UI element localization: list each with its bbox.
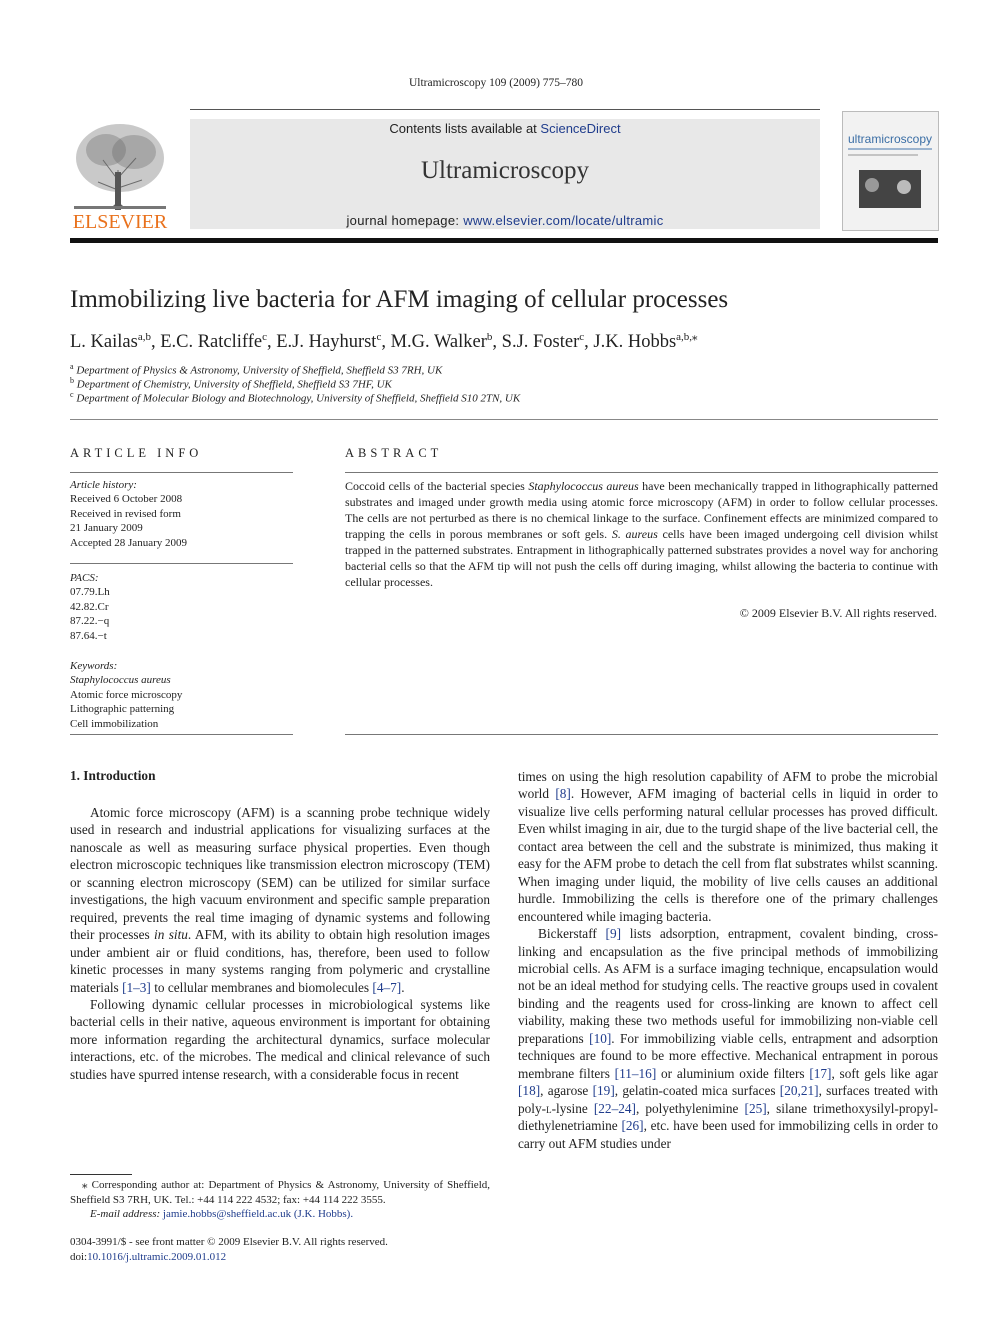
author: E.C. Ratcliffe (160, 332, 263, 353)
journal-banner (190, 119, 820, 229)
reference-link[interactable]: [20,21] (779, 1083, 819, 1099)
author: S.J. Foster (501, 332, 580, 353)
affiliation: $^a$ Department of Physics & Astronomy, University of Sheffield, Sheffield S3 7RH, UK (70, 362, 443, 377)
sciencedirect-link[interactable]: ScienceDirect (540, 121, 621, 136)
reference-link[interactable]: [25] (744, 1100, 767, 1116)
author: M.G. Walker (390, 332, 487, 353)
article-info-heading: ARTICLE INFO (70, 446, 203, 460)
affiliation: $^b$ Department of Chemistry, University of Sheffield, Sheffield S3 7HF, UK (70, 376, 392, 391)
homepage-line: journal homepage: www.elsevier.com/locate/ultramic (346, 213, 664, 228)
reference-link[interactable]: [22–24] (593, 1100, 636, 1116)
paragraph: times on using the high resolution capability of AFM to probe the microbial world [8]. However, AFM imaging of bacterial cells in liquid in order to visualize live cells performing natural cellular processes has proved difficult. Even whilst imaging in air, due to the turgid shape of the live bacterial cell, the contact area between the cell and the substrate is minimized, thus making it easy for the AFM probe to detach the cell from flat substrates whilst scanning. When imaging under liquid, the mobility of live cells causes an additional hurdle. Immobilizing the cells is therefore one of the primary challenges encountered while imaging bacteria. (518, 769, 938, 924)
affiliation: $^c$ Department of Molecular Biology and Biotechnology, University of Sheffield, Sheffield S10 2TN, UK (70, 390, 521, 405)
body-column-right (518, 768, 938, 1152)
reference-link[interactable]: [26] (621, 1118, 644, 1134)
issn-line: 0304-3991/$ - see front matter © 2009 Elsevier B.V. All rights reserved. (70, 1236, 388, 1248)
header-thick-rule (70, 238, 938, 243)
paragraph: Bickerstaff [9] lists adsorption, entrapment, covalent binding, cross-linking and encapsulation as the five principal methods of immobilizing microbial cells. As AFM is a surface imaging technique, encapsulation would not be an ideal method for studying cells. The reactive groups used in covalent binding and the reagents used for cross-linking are known to affect cell viability, making these two methods useful for immobilizing non-viable cell preparations [10]. For immobilizing viable cells, entrapment and adsorption techniques are found to be more effective. Mechanical entrapment in porous membrane filters [11–16] or aluminium oxide filters [17], soft gels like agar [18], agarose [19], gelatin-coated mica surfaces [20,21], surfaces treated with poly-l-lysine [22–24], polyethylenimine [25], silane trimethoxysilyl-propyl-diethylenetriamine [26], etc. have been used for immobilizing cells in order to carry out AFM studies under (518, 926, 939, 1151)
reference-link[interactable]: [11–16] (614, 1065, 657, 1081)
section-heading: 1. Introduction (70, 768, 156, 783)
header-rule (190, 109, 820, 110)
journal-citation: Ultramicroscopy 109 (2009) 775–780 (408, 77, 584, 89)
cover-image (859, 170, 921, 208)
author: L. Kailas (70, 332, 138, 353)
doi-line: doi:10.1016/j.ultramic.2009.01.012 (70, 1250, 227, 1263)
reference-link[interactable]: [18] (518, 1083, 541, 1099)
journal-cover (842, 111, 939, 231)
front-matter (70, 1235, 388, 1264)
reference-link[interactable]: [8] (555, 786, 571, 802)
contents-line: Contents lists available at ScienceDirect (389, 121, 621, 136)
reference-link[interactable]: [17] (809, 1065, 832, 1081)
reference-link[interactable]: [1–3] (122, 979, 151, 995)
reference-link[interactable]: [10] (589, 1030, 612, 1046)
publisher-name: ELSEVIER (72, 211, 168, 232)
article-title: Immobilizing live bacteria for AFM imaging of cellular processes (70, 286, 729, 313)
cover-title: ultramicroscopy (848, 132, 933, 146)
abstract-text: Coccoid cells of the bacterial species Staphylococcus aureus have been mechanically trapped in lithographically patterned substrates and imaged under growth media using atomic force microscopy (AFM) in order to follow cellular processes. The cells are not perturbed as there is no chemical linkage to the surface. Confinement effects are minimized compared to trapping the cells in porous membranes or soft gels. S. aureus cells have been imaged undergoing cell division whilst trapped in the patterned substrates. Entrapment in lithographically patterned substrates provides a novel way for anchoring bacterial cells so that the AFM tip will not push the cells off during imaging, whilst allowing the bacteria to continue with cellular processes. (345, 479, 939, 589)
author-list: L. Kailas$^{a,b}$, E.C. Ratcliffe$^c$, E.J. Hayhurst$^c$, M.G. Walker$^b$, S.J. Foster$^c$, J.K. Hobbs$^{a,b,⁎}$ (70, 331, 698, 353)
reference-link[interactable]: [9] (605, 926, 622, 942)
keyword-list: Keywords: Staphylococcus aureus Atomic force microscopy Lithographic patterning Cell immobilization (70, 660, 183, 730)
footnote-rule (70, 1174, 132, 1175)
copyright-line: © 2009 Elsevier B.V. All rights reserved. (739, 606, 937, 620)
author: J.K. Hobbs (593, 332, 677, 353)
author: E.J. Hayhurst (276, 332, 377, 353)
homepage-link[interactable]: www.elsevier.com/locate/ultramic (463, 213, 664, 228)
article-history: Article history: Received 6 October 2008 Received in revised form 21 January 2009 Accepted 28 January 2009 (70, 479, 187, 549)
reference-link[interactable]: [19] (592, 1083, 615, 1099)
doi-link[interactable]: 10.1016/j.ultramic.2009.01.012 (87, 1250, 227, 1263)
title-rule (70, 419, 938, 420)
corresponding-author-footnote: ⁎ Corresponding author at: Department of Physics & Astronomy, University of Sheffield, Sheffield S3 7RH, UK. Tel.: +44 114 222 4532; fax: +44 114 222 3555. E-mail address: jamie.hobbs@sheffield.ac.uk (J.K. Hobbs). (70, 1179, 490, 1220)
paragraph: Following dynamic cellular processes in microbiological systems like bacterial cells in their native, aqueous environment is important for obtaining more information regarding the architectural dynamics, surface molecular interactions, etc. of the microbes. The medical and clinical relevance of such studies have spurred intense research, with a considerable focus in recent (70, 996, 490, 1082)
email-link[interactable]: jamie.hobbs@sheffield.ac.uk (J.K. Hobbs). (162, 1208, 354, 1220)
pacs-list: PACS: 07.79.Lh 42.82.Cr 87.22.−q 87.64.−t (70, 572, 110, 642)
journal-name: Ultramicroscopy (420, 157, 589, 184)
reference-link[interactable]: [4–7] (372, 979, 402, 995)
paragraph: Atomic force microscopy (AFM) is a scanning probe technique widely used in research and industrial applications for visualizing surfaces at the nanoscale as well as measuring surface physical properties. Even though electron microscopic techniques like transmission electron microscopy (TEM) or scanning electron microscopy (SEM) can be utilized for similar surface investigations, the high vacuum environment and specific sample preparation required, prevents the real time imaging of dynamic systems and following their processes in situ. AFM, with its ability to obtain high resolution images under ambient air or fluid conditions, has, therefore, been used to follow kinetic processes in many systems ranging from polymeric and crystalline materials [1–3] to cellular membranes and biomolecules [4–7]. (70, 805, 490, 995)
body-column-left (70, 804, 490, 1083)
elsevier-tree-icon (68, 120, 172, 232)
elsevier-logo (68, 120, 172, 232)
abstract-heading: ABSTRACT (345, 446, 443, 460)
